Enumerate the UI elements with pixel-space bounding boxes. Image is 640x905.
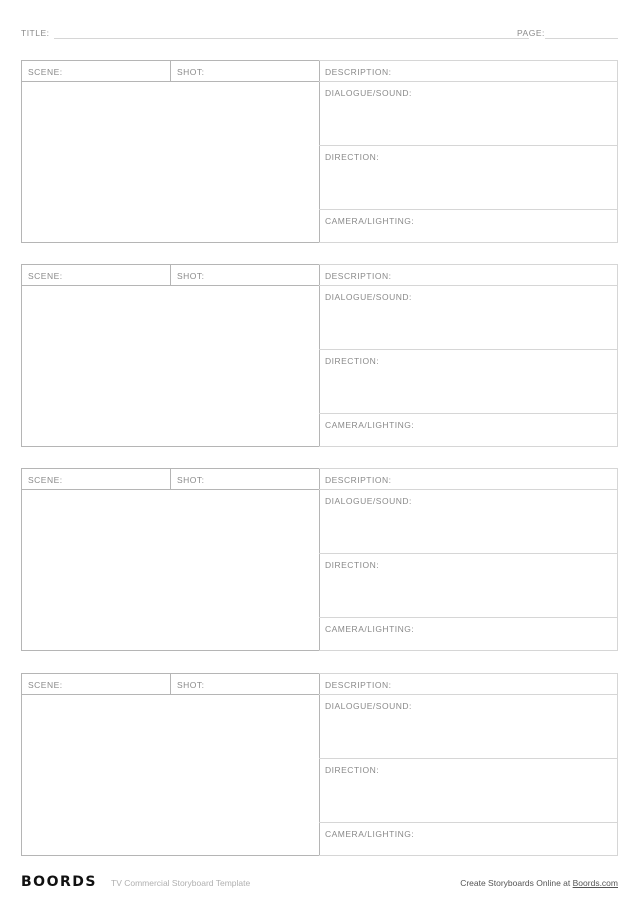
direction-row[interactable] [319, 146, 617, 210]
camera-label: CAMERA/LIGHTING: [325, 624, 415, 634]
scene-label: SCENE: [28, 475, 63, 485]
shot-cell[interactable] [171, 265, 319, 285]
storyboard-panel [21, 60, 618, 243]
sketch-area[interactable] [22, 82, 319, 242]
shot-label: SHOT: [177, 67, 205, 77]
camera-row[interactable] [319, 823, 617, 855]
dialogue-label: DIALOGUE/SOUND: [325, 88, 412, 98]
title-field[interactable] [54, 38, 529, 39]
storyboard-panel [21, 468, 618, 651]
boords-logo: BOORDS [21, 874, 97, 890]
description-row[interactable] [319, 469, 617, 490]
template-name: TV Commercial Storyboard Template [111, 878, 251, 888]
sketch-area[interactable] [22, 695, 319, 855]
frame-header [22, 674, 319, 695]
description-row[interactable] [319, 61, 617, 82]
description-label: DESCRIPTION: [325, 67, 392, 77]
shot-frame [21, 60, 320, 243]
camera-label: CAMERA/LIGHTING: [325, 829, 415, 839]
storyboard-panel [21, 264, 618, 447]
footer-cta [460, 878, 618, 888]
direction-row[interactable] [319, 350, 617, 414]
notes-column [319, 468, 618, 651]
notes-column [319, 264, 618, 447]
page-field[interactable] [545, 38, 618, 39]
shot-cell[interactable] [171, 674, 319, 694]
camera-row[interactable] [319, 414, 617, 446]
boords-link[interactable]: Boords.com [572, 878, 618, 888]
description-row[interactable] [319, 265, 617, 286]
description-label: DESCRIPTION: [325, 271, 392, 281]
scene-label: SCENE: [28, 271, 63, 281]
shot-cell[interactable] [171, 61, 319, 81]
camera-label: CAMERA/LIGHTING: [325, 216, 415, 226]
shot-frame [21, 673, 320, 856]
notes-column [319, 673, 618, 856]
shot-label: SHOT: [177, 271, 205, 281]
direction-label: DIRECTION: [325, 152, 380, 162]
scene-cell[interactable] [22, 674, 171, 694]
cta-text: Create Storyboards Online at [460, 878, 573, 888]
direction-row[interactable] [319, 554, 617, 618]
page-footer [21, 874, 618, 890]
notes-column [319, 60, 618, 243]
camera-row[interactable] [319, 618, 617, 650]
dialogue-label: DIALOGUE/SOUND: [325, 701, 412, 711]
sketch-area[interactable] [22, 490, 319, 650]
description-label: DESCRIPTION: [325, 475, 392, 485]
scene-label: SCENE: [28, 680, 63, 690]
dialogue-label: DIALOGUE/SOUND: [325, 496, 412, 506]
direction-label: DIRECTION: [325, 356, 380, 366]
scene-cell[interactable] [22, 469, 171, 489]
dialogue-label: DIALOGUE/SOUND: [325, 292, 412, 302]
shot-cell[interactable] [171, 469, 319, 489]
scene-cell[interactable] [22, 265, 171, 285]
direction-label: DIRECTION: [325, 765, 380, 775]
frame-header [22, 469, 319, 490]
frame-header [22, 265, 319, 286]
scene-cell[interactable] [22, 61, 171, 81]
camera-row[interactable] [319, 210, 617, 242]
storyboard-panel [21, 673, 618, 856]
scene-label: SCENE: [28, 67, 63, 77]
frame-header [22, 61, 319, 82]
description-row[interactable] [319, 674, 617, 695]
dialogue-row[interactable] [319, 695, 617, 759]
page-header [21, 26, 618, 40]
dialogue-row[interactable] [319, 82, 617, 146]
camera-label: CAMERA/LIGHTING: [325, 420, 415, 430]
dialogue-row[interactable] [319, 286, 617, 350]
dialogue-row[interactable] [319, 490, 617, 554]
description-label: DESCRIPTION: [325, 680, 392, 690]
shot-frame [21, 264, 320, 447]
shot-frame [21, 468, 320, 651]
direction-row[interactable] [319, 759, 617, 823]
direction-label: DIRECTION: [325, 560, 380, 570]
shot-label: SHOT: [177, 680, 205, 690]
page-label: PAGE: [517, 28, 545, 38]
title-label: TITLE: [21, 28, 50, 38]
sketch-area[interactable] [22, 286, 319, 446]
shot-label: SHOT: [177, 475, 205, 485]
